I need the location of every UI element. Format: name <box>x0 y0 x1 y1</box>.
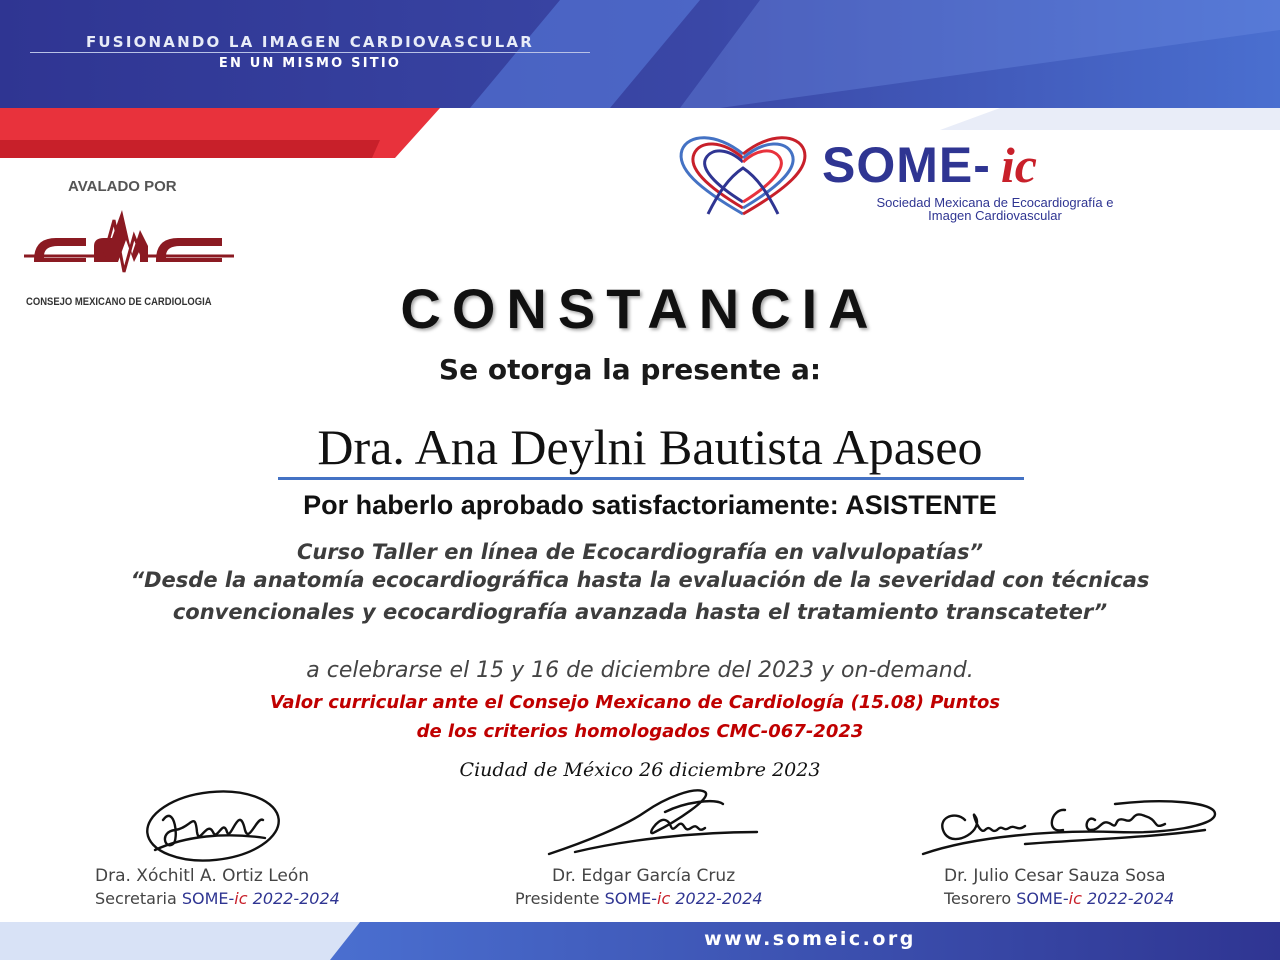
signatory-org-main: SOME- <box>604 889 657 908</box>
course-title-line3: convencionales y ecocardiografía avanzada hasta el tratamiento transcateter” <box>172 600 1108 624</box>
someic-logo-name <box>822 136 1037 194</box>
someic-logo-suffix: ic <box>1000 137 1037 193</box>
signatory-role-label: Tesorero <box>944 889 1017 908</box>
signatory-org-main: SOME- <box>1016 889 1069 908</box>
course-title-line1: Curso Taller en línea de Ecocardiografía en valvulopatías” <box>296 540 984 564</box>
certificate-subtitle: Se otorga la presente a: <box>438 353 822 386</box>
header-divider <box>30 52 590 53</box>
signatory-name-treasurer: Dr. Julio Cesar Sauza Sosa <box>944 866 1166 886</box>
signatory-org-suffix: ic <box>1068 889 1082 908</box>
signatory-name-president: Dr. Edgar García Cruz <box>552 866 736 886</box>
event-dates: a celebrarse el 15 y 16 de diciembre del 2023 y on-demand. <box>306 658 974 683</box>
signatory-term: 2022-2024 <box>247 889 340 908</box>
blue-swoosh <box>940 108 1280 130</box>
signature-president <box>545 782 760 862</box>
approval-statement: Por haberlo aprobado satisfactoriamente: ASISTENTE <box>303 490 997 520</box>
cmc-logo <box>24 200 234 280</box>
credit-value-line1: Valor curricular ante el Consejo Mexicano de Cardiología (15.08) Puntos <box>269 692 1001 713</box>
recipient-underline <box>278 477 1024 480</box>
someic-description-line1: Sociedad Mexicana de Ecocardiografía e <box>876 195 1114 210</box>
header-band <box>0 0 1280 108</box>
signatory-name-secretary: Dra. Xóchitl A. Ortiz León <box>95 866 310 886</box>
signatory-org-main: SOME- <box>181 889 235 908</box>
course-title-line2: “Desde la anatomía ecocardiográfica hasta la evaluación de la severidad con técnicas <box>130 568 1150 592</box>
issue-place-date: Ciudad de México 26 diciembre 2023 <box>459 759 821 781</box>
signature-treasurer <box>915 790 1220 862</box>
cmc-logo-text: CONSEJO MEXICANO DE CARDIOLOGIA <box>26 296 212 308</box>
signatory-term: 2022-2024 <box>1081 889 1175 908</box>
red-swoosh <box>0 108 460 158</box>
signature-secretary <box>135 780 285 868</box>
someic-description-line2: Imagen Cardiovascular <box>928 208 1062 223</box>
website-link[interactable]: www.someic.org <box>704 928 916 950</box>
recipient-name: Dra. Ana Deylni Bautista Apaseo <box>317 419 983 475</box>
credit-value-line2: de los criterios homologados CMC-067-2023 <box>416 721 864 742</box>
signatory-role-president <box>515 889 763 908</box>
signatory-term: 2022-2024 <box>670 889 763 908</box>
signatory-role-treasurer <box>944 889 1174 908</box>
signatory-org-suffix: ic <box>657 889 671 908</box>
header-tagline-line1: FUSIONANDO LA IMAGEN CARDIOVASCULAR <box>85 33 534 51</box>
signatory-role-secretary <box>95 889 340 908</box>
signatory-role-label: Presidente <box>515 889 605 908</box>
signatory-org-suffix: ic <box>234 889 248 908</box>
someic-logo-main: SOME- <box>822 137 991 193</box>
signatory-role-label: Secretaria <box>95 889 182 908</box>
endorsement-label: AVALADO POR <box>68 178 177 195</box>
certificate-title: CONSTANCIA <box>400 277 880 340</box>
someic-heart-logo <box>668 128 818 220</box>
header-tagline-line2: EN UN MISMO SITIO <box>218 56 402 71</box>
